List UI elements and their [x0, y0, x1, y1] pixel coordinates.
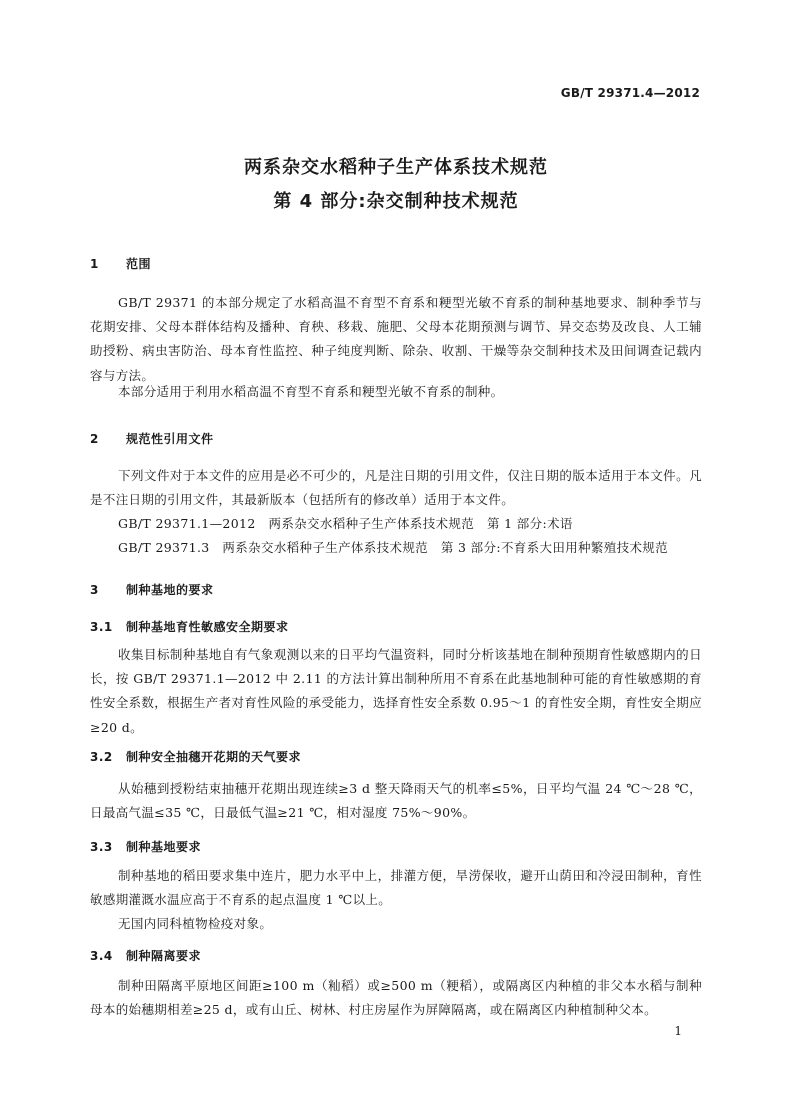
section-3-2-paragraph: 从始穗到授粉结束抽穗开花期出现连续≥3 d 整天降雨天气的机率≤5%，日平均气温 24 ℃～28 ℃，日最高气温≤35 ℃，日最低气温≥21 ℃，相对湿度 75%～90%。	[90, 781, 702, 821]
section-1-paragraph-2: 本部分适用于利用水稻高温不育型不育系和粳型光敏不育系的制种。	[118, 384, 504, 399]
section-2-heading	[90, 430, 214, 447]
section-number: 1	[90, 257, 99, 271]
section-3-1-heading	[90, 618, 289, 635]
section-3-3-heading	[90, 838, 201, 855]
section-1-heading	[90, 255, 151, 272]
section-3-3-paragraph-2: 无国内同科植物检疫对象。	[118, 916, 273, 931]
section-number: 3.1	[90, 620, 113, 634]
section-number: 3	[90, 583, 99, 597]
document-title-line1: 两系杂交水稻种子生产体系技术规范	[244, 157, 548, 178]
section-title: 制种隔离要求	[126, 949, 202, 963]
reference-1: GB/T 29371.1—2012 两系杂交水稻种子生产体系技术规范 第 1 部分:术语	[118, 516, 573, 531]
section-number: 3.3	[90, 840, 113, 854]
page-number: 1	[674, 1024, 682, 1038]
section-title: 制种安全抽穗开花期的天气要求	[126, 750, 302, 764]
reference-2: GB/T 29371.3 两系杂交水稻种子生产体系技术规范 第 3 部分:不育系大田用种繁殖技术规范	[118, 540, 668, 555]
section-3-3-paragraph-1: 制种基地的稻田要求集中连片，肥力水平中上，排灌方便，旱涝保收，避开山荫田和冷浸田制种，育性敏感期灌溉水温应高于不育系的起点温度 1 ℃以上。	[90, 868, 702, 908]
section-3-1-paragraph: 收集目标制种基地自有气象观测以来的日平均气温资料，同时分析该基地在制种预期育性敏感期内的日长，按 GB/T 29371.1—2012 中 2.11 的方法计算出制种所用不育系在此基地制种可能的育性敏感期的育性安全系数，根据生产者对育性风险的承受能力，选择育性安全系数 0.95～1 的育性安全期，育性安全期应≥20 d。	[90, 647, 702, 735]
section-title: 制种基地要求	[126, 840, 202, 854]
section-title: 制种基地的要求	[126, 583, 214, 597]
section-3-4-heading	[90, 947, 201, 964]
document-title-line2: 第 4 部分:杂交制种技术规范	[273, 191, 519, 212]
section-3-heading	[90, 581, 214, 598]
section-3-2-heading	[90, 748, 301, 765]
section-number: 3.4	[90, 949, 113, 963]
standard-number: GB/T 29371.4—2012	[560, 86, 700, 100]
section-number: 2	[90, 432, 99, 446]
section-3-4-paragraph: 制种田隔离平原地区间距≥100 m（籼稻）或≥500 m（粳稻），或隔离区内种植的非父本水稻与制种母本的始穗期相差≥25 d，或有山丘、树林、村庄房屋作为屏障隔离，或在隔离区内种植制种父本。	[90, 978, 702, 1018]
section-2-paragraph-1: 下列文件对于本文件的应用是必不可少的，凡是注日期的引用文件，仅注日期的版本适用于本文件。凡是不注日期的引用文件，其最新版本（包括所有的修改单）适用于本文件。	[90, 468, 702, 508]
section-title: 制种基地育性敏感安全期要求	[126, 620, 289, 634]
section-title: 范围	[126, 257, 152, 271]
section-1-paragraph-1: GB/T 29371 的本部分规定了水稻高温不育型不育系和粳型光敏不育系的制种基地要求、制种季节与花期安排、父母本群体结构及播种、育秧、移栽、施肥、父母本花期预测与调节、异交态势及改良、人工辅助授粉、病虫害防治、母本育性监控、种子纯度判断、除杂、收割、干燥等杂交制种技术及田间调查记载内容与方法。	[90, 295, 702, 383]
section-title: 规范性引用文件	[126, 432, 214, 446]
section-number: 3.2	[90, 750, 113, 764]
